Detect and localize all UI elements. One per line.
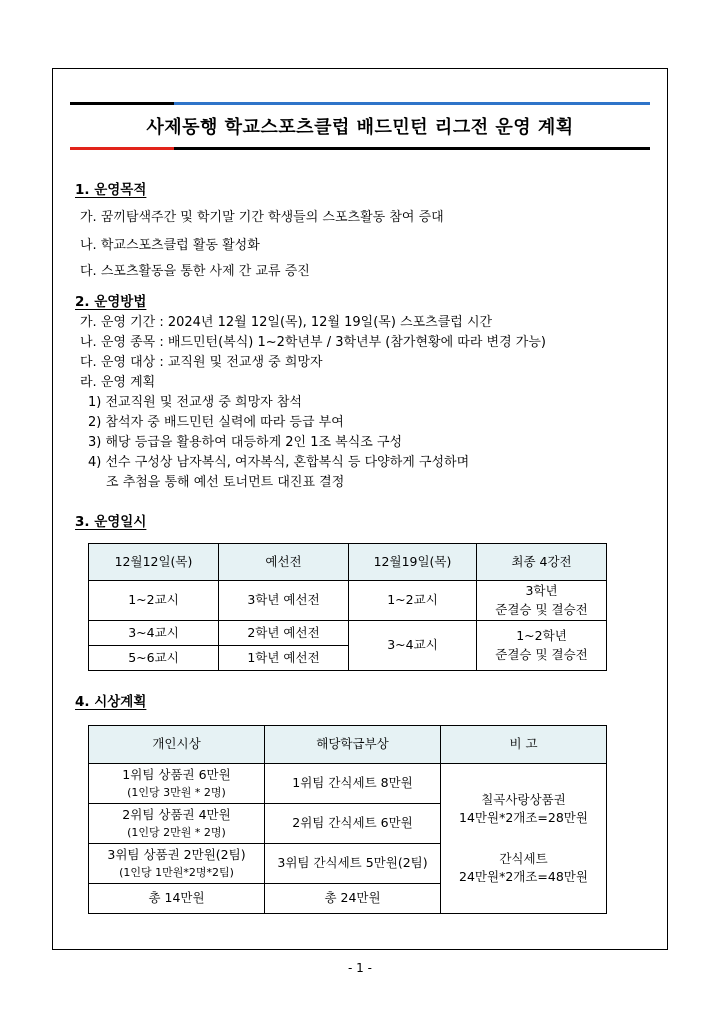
cell-line: (1인당 3만원 * 2명) xyxy=(127,785,226,799)
cell-line: 준결승 및 결승전 xyxy=(495,601,588,617)
purpose-item: 다. 스포츠활동을 통한 사제 간 교류 증진 xyxy=(80,264,310,279)
table-row xyxy=(89,621,607,646)
cell-line: (1인당 1만원*2명*2팀) xyxy=(119,865,234,879)
cell-line: 14만원*2개조=28만원 xyxy=(459,810,588,826)
table-cell: 3학년 예선전 xyxy=(219,581,349,621)
table-cell: 3~4교시 xyxy=(89,621,219,646)
title-bar xyxy=(70,102,650,150)
cell-line: 칠곡사랑상품권 xyxy=(481,792,566,808)
table-cell: 1학년 예선전 xyxy=(219,646,349,671)
awards-header: 해당학급부상 xyxy=(265,726,441,764)
cell-line: 1~2학년 xyxy=(516,628,567,644)
title-bottom-rule xyxy=(70,147,650,150)
schedule-header: 최종 4강전 xyxy=(477,544,607,581)
page-number: - 1 - xyxy=(348,961,372,975)
section-heading-purpose: 1. 운영목적 xyxy=(75,182,147,198)
table-cell: 5~6교시 xyxy=(89,646,219,671)
plan-item-continued: 조 추첨을 통해 예선 토너먼트 대진표 결정 xyxy=(106,475,345,490)
table-cell: 1위팀 간식세트 8만원 xyxy=(265,764,441,804)
purpose-item: 나. 학교스포츠클럽 활동 활성화 xyxy=(80,238,260,253)
section-heading-method: 2. 운영방법 xyxy=(75,294,147,310)
section-heading-awards: 4. 시상계획 xyxy=(75,694,147,710)
awards-header: 비 고 xyxy=(441,726,607,764)
schedule-header: 12월12일(목) xyxy=(89,544,219,581)
method-item: 다. 운영 대상 : 교직원 및 전교생 중 희망자 xyxy=(80,355,323,370)
schedule-header-row xyxy=(89,544,607,581)
plan-item: 3) 해당 등급을 활용하여 대등하게 2인 1조 복식조 구성 xyxy=(88,435,403,450)
plan-item: 2) 참석자 중 배드민턴 실력에 따라 등급 부여 xyxy=(88,415,344,430)
purpose-item: 가. 꿈끼탐색주간 및 학기말 기간 학생들의 스포츠활동 참여 증대 xyxy=(80,210,444,225)
table-row xyxy=(89,764,607,804)
table-cell: 3위팀 간식세트 5만원(2팀) xyxy=(265,844,441,884)
cell-line: 3위팀 상품권 2만원(2팀) xyxy=(107,847,246,863)
method-item: 라. 운영 계획 xyxy=(80,375,156,390)
table-cell: 3~4교시 xyxy=(349,621,477,671)
table-cell: 총 14만원 xyxy=(89,884,265,914)
cell-line: 3학년 xyxy=(525,583,558,599)
awards-table xyxy=(88,725,607,914)
document-title: 사제동행 학교스포츠클럽 배드민턴 리그전 운영 계획 xyxy=(146,117,574,138)
table-cell: 2위팀 간식세트 6만원 xyxy=(265,804,441,844)
awards-header-row xyxy=(89,726,607,764)
table-cell: 1~2교시 xyxy=(89,581,219,621)
plan-item: 1) 전교직원 및 전교생 중 희망자 참석 xyxy=(88,395,302,410)
schedule-header: 12월19일(목) xyxy=(349,544,477,581)
table-cell xyxy=(89,844,265,884)
note-cell xyxy=(441,764,607,914)
table-cell xyxy=(477,581,607,621)
schedule-header: 예선전 xyxy=(219,544,349,581)
cell-line: 24만원*2개조=48만원 xyxy=(459,868,588,884)
cell-line: 2위팀 상품권 4만원 xyxy=(122,807,231,823)
cell-line: 간식세트 xyxy=(499,850,548,866)
cell-line: 준결승 및 결승전 xyxy=(495,646,588,662)
table-cell: 2학년 예선전 xyxy=(219,621,349,646)
section-heading-schedule: 3. 운영일시 xyxy=(75,514,147,530)
schedule-table xyxy=(88,543,607,671)
cell-line: (1인당 2만원 * 2명) xyxy=(127,825,226,839)
table-cell: 총 24만원 xyxy=(265,884,441,914)
awards-header: 개인시상 xyxy=(89,726,265,764)
plan-item: 4) 선수 구성상 남자복식, 여자복식, 혼합복식 등 다양하게 구성하며 xyxy=(88,455,470,470)
table-cell: 1~2교시 xyxy=(349,581,477,621)
cell-line: 1위팀 상품권 6만원 xyxy=(122,767,231,783)
table-cell xyxy=(89,804,265,844)
table-cell xyxy=(89,764,265,804)
table-cell xyxy=(477,621,607,671)
method-item: 가. 운영 기간 : 2024년 12월 12일(목), 12월 19일(목) 스포츠클럽 시간 xyxy=(80,315,493,330)
method-item: 나. 운영 종목 : 배드민턴(복식) 1~2학년부 / 3학년부 (참가현황에 따라 변경 가능) xyxy=(80,335,546,350)
table-row xyxy=(89,581,607,621)
